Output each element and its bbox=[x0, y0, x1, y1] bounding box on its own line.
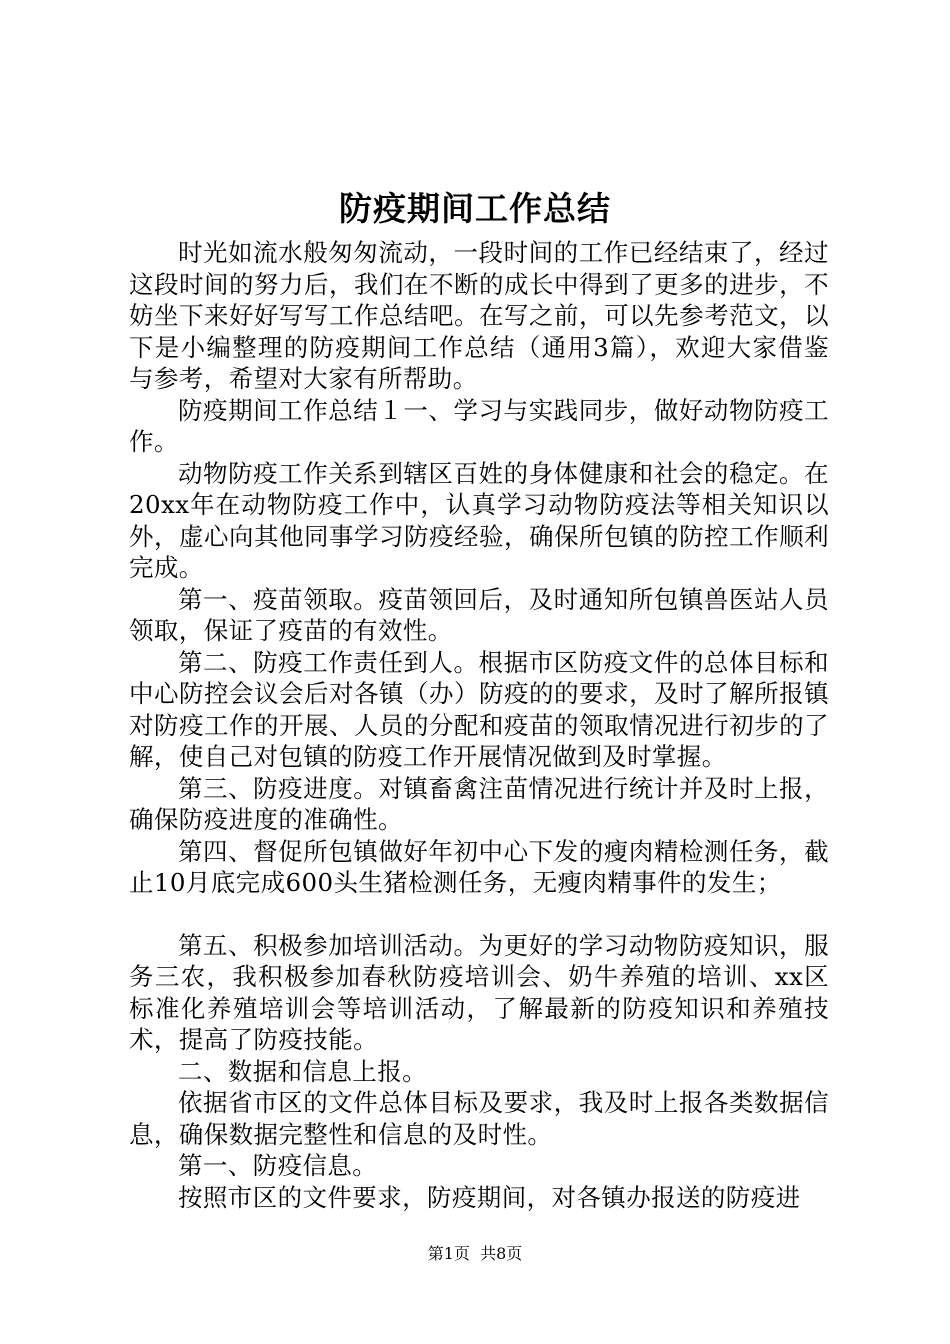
page-footer bbox=[0, 1243, 950, 1265]
page-number: 第1页 bbox=[427, 1244, 470, 1263]
paragraph-training: 第五、积极参加培训活动。为更好的学习动物防疫知识，服务三农，我积极参加春秋防疫培训会、奶牛养殖的培训、xx区标准化养殖培训会等培训活动，了解最新的防疫知识和养殖技术，提高了防疫技能。 bbox=[129, 930, 829, 1054]
paragraph-data-reporting: 依据省市区的文件总体目标及要求，我及时上报各类数据信息，确保数据完整性和信息的及时性。 bbox=[129, 1088, 829, 1149]
paragraph-epidemic-info: 按照市区的文件要求，防疫期间，对各镇办报送的防疫进 bbox=[178, 1182, 801, 1212]
paragraph-intro: 时光如流水般匆匆流动，一段时间的工作已经结束了，经过这段时间的努力后，我们在不断的成长中得到了更多的进步，不妨坐下来好好写写工作总结吧。在写之前，可以先参考范文，以下是小编整理的防疫期间工作总结（通用3篇），欢迎大家借鉴与参考，希望对大家有所帮助。 bbox=[129, 238, 829, 393]
paragraph-animal-epidemic: 动物防疫工作关系到辖区百姓的身体健康和社会的稳定。在20xx年在动物防疫工作中，认真学习动物防疫法等相关知识以外，虚心向其他同事学习防疫经验，确保所包镇的防控工作顺利完成。 bbox=[129, 458, 829, 582]
paragraph-section-two-heading: 二、数据和信息上报。 bbox=[178, 1056, 427, 1086]
document-title: 防疫期间工作总结 bbox=[339, 189, 611, 228]
paragraph-epidemic-info-heading: 第一、防疫信息。 bbox=[178, 1151, 378, 1180]
paragraph-progress: 第三、防疫进度。对镇畜禽注苗情况进行统计并及时上报，确保防疫进度的准确性。 bbox=[129, 773, 829, 834]
document-body bbox=[129, 237, 829, 1213]
paragraph-vaccine-collection: 第一、疫苗领取。疫苗领回后，及时通知所包镇兽医站人员领取，保证了疫苗的有效性。 bbox=[129, 584, 829, 645]
paragraph-responsibility: 第二、防疫工作责任到人。根据市区防疫文件的总体目标和中心防控会议会后对各镇（办）防疫的的要求，及时了解所报镇对防疫工作的开展、人员的分配和疫苗的领取情况进行初步的了解，使自己对包镇的防疫工作开展情况做到及时掌握。 bbox=[129, 647, 829, 771]
page-total: 共8页 bbox=[480, 1244, 523, 1263]
paragraph-section-one-heading: 防疫期间工作总结１一、学习与实践同步，做好动物防疫工作。 bbox=[129, 395, 829, 456]
paragraph-clenbuterol-testing: 第四、督促所包镇做好年初中心下发的瘦肉精检测任务，截止10月底完成600头生猪检测任务，无瘦肉精事件的发生； bbox=[129, 836, 829, 897]
